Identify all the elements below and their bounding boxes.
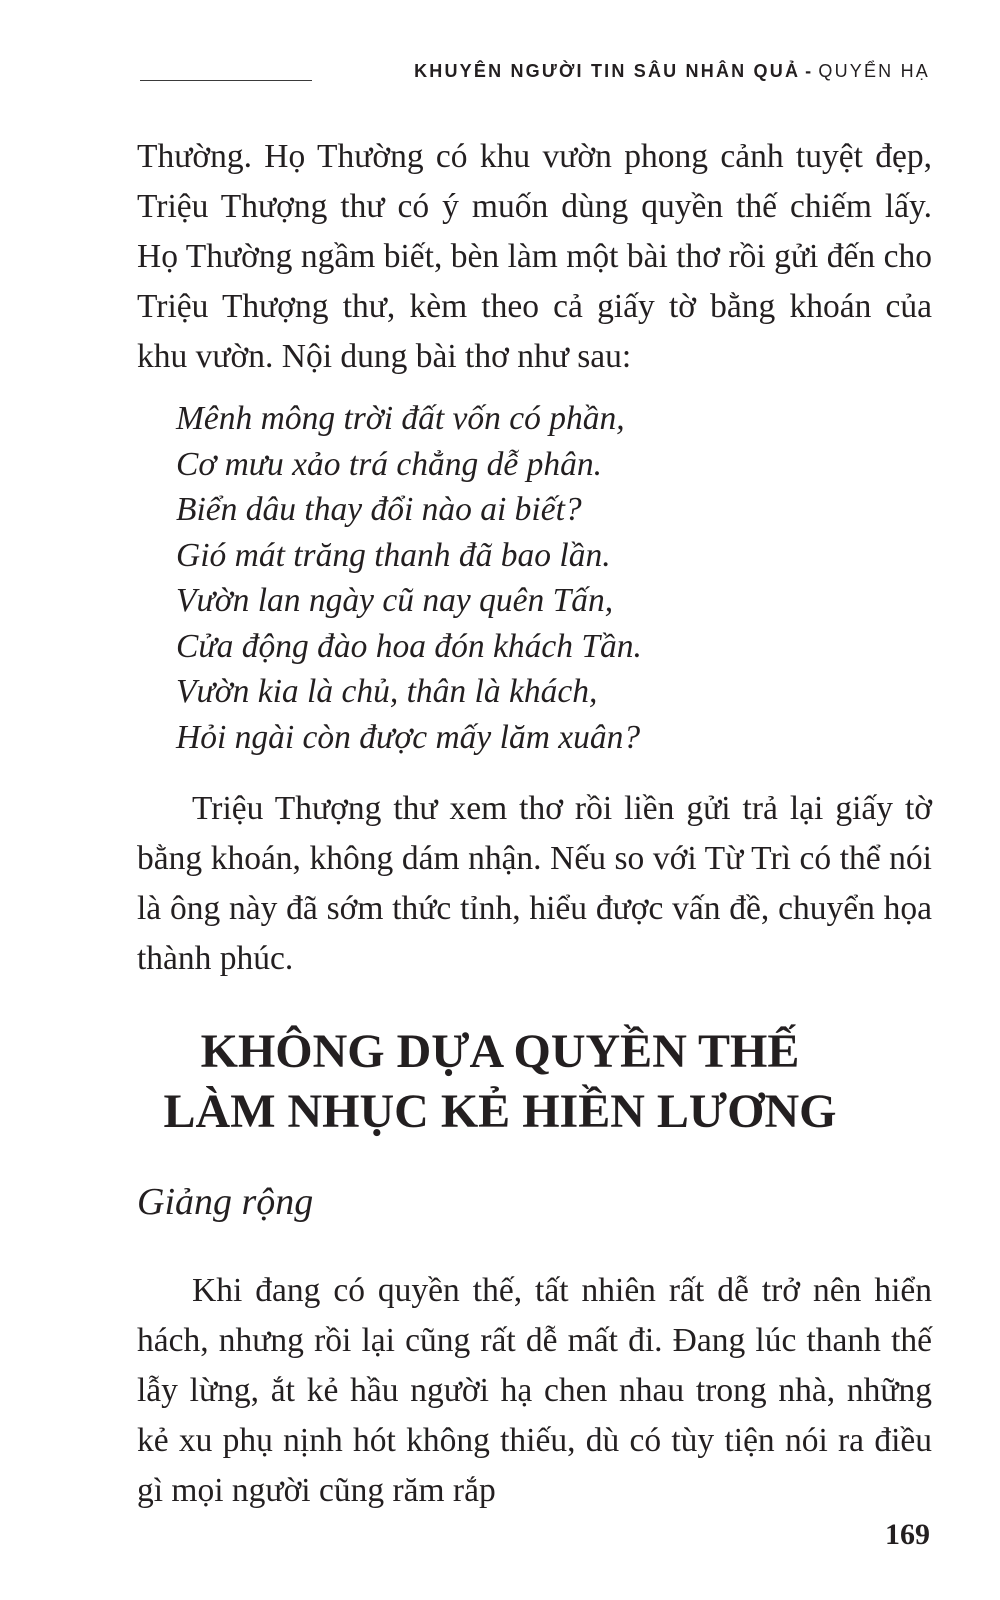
header-rule (140, 80, 312, 81)
poem-line: Hỏi ngài còn được mấy lăm xuân? (176, 718, 641, 756)
poem-line: Vườn kia là chủ, thân là khách, (176, 673, 598, 710)
poem-line: Mênh mông trời đất vốn có phần, (176, 400, 625, 437)
paragraph-intro: Thường. Họ Thường có khu vườn phong cảnh tuyệt đẹp, Triệu Thượng thư có ý muốn dùng quyền thế chiếm lấy. Họ Thường ngầm biết, bèn làm một bài thơ rồi gửi đến cho Triệu Thượng thư, kèm theo cả giấy tờ bằng khoán của khu vườn. Nội dung bài thơ như sau: (137, 138, 932, 375)
paragraph-conclusion: Triệu Thượng thư xem thơ rồi liền gửi trả lại giấy tờ bằng khoán, không dám nhận. Nếu so với Từ Trì có thể nói là ông này đã sớm thức tỉnh, hiểu được vấn đề, chuyển họa thành phúc. (137, 790, 932, 977)
poem-line: Gió mát trăng thanh đã bao lần. (176, 536, 611, 574)
chapter-title-line-1: KHÔNG DỰA QUYỀN THẾ (200, 1025, 800, 1078)
page-number: 169 (885, 1518, 930, 1551)
section-heading: Giảng rộng (137, 1181, 314, 1223)
chapter-title (0, 1022, 1000, 1142)
paragraph-section-body: Khi đang có quyền thế, tất nhiên rất dễ trở nên hiển hách, nhưng rồi lại cũng rất dễ mất đi. Đang lúc thanh thế lẫy lừng, ắt kẻ hầu người hạ chen nhau trong nhà, những kẻ xu phụ nịnh hót không thiếu, dù có tùy tiện nói ra điều gì mọi người cũng răm rắp (137, 1272, 932, 1509)
poem-line: Biển dâu thay đổi nào ai biết? (176, 491, 582, 528)
chapter-title-line-2: LÀM NHỤC KẺ HIỀN LƯƠNG (163, 1085, 837, 1138)
poem (176, 396, 642, 760)
running-head-volume: QUYỂN HẠ (818, 61, 930, 81)
running-head-separator: - (805, 61, 814, 81)
running-head (414, 61, 930, 82)
running-head-title: KHUYÊN NGƯỜI TIN SÂU NHÂN QUẢ (414, 61, 801, 81)
poem-line: Cửa động đào hoa đón khách Tần. (176, 627, 642, 665)
poem-line: Cơ mưu xảo trá chẳng dễ phân. (176, 445, 603, 483)
poem-line: Vườn lan ngày cũ nay quên Tấn, (176, 582, 614, 619)
